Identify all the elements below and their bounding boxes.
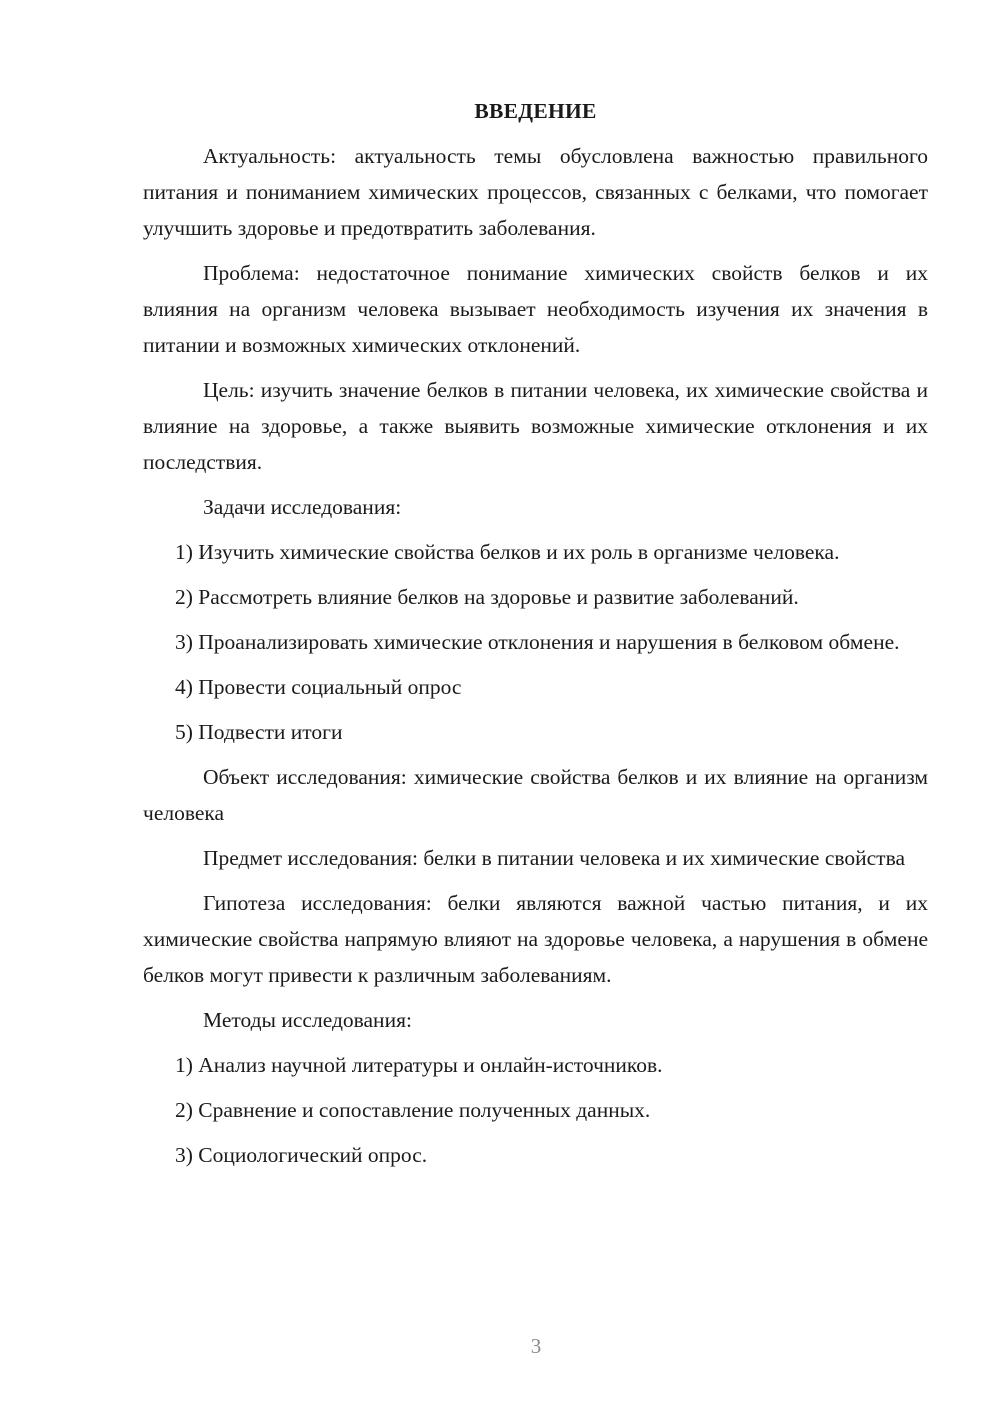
method-item: 2) Сравнение и сопоставление полученных данных. [175, 1098, 651, 1122]
task-item: 1) Изучить химические свойства белков и их роль в организме человека. [175, 540, 840, 564]
method-item: 1) Анализ научной литературы и онлайн-источников. [175, 1053, 663, 1077]
page-number: 3 [530, 1334, 542, 1358]
methods-title: Методы исследования: [203, 1008, 412, 1032]
subject-paragraph: Предмет исследования: белки в питании человека и их химические свойства [203, 846, 905, 870]
task-item: 3) Проанализировать химические отклонения и нарушения в белковом обмене. [175, 630, 900, 654]
page-heading: ВВЕДЕНИЕ [474, 99, 597, 123]
method-item: 3) Социологический опрос. [175, 1143, 428, 1167]
problem-paragraph: Проблема: недостаточное понимание химических свойств белков и их влияния на организм человека вызывает необходимость изучения их значения в питании и возможных химических отклонений. [143, 261, 928, 357]
relevance-paragraph: Актуальность: актуальность темы обусловлена важностью правильного питания и пониманием химических процессов, связанных с белками, что помогает улучшить здоровье и предотвратить заболевания. [143, 144, 928, 240]
object-paragraph: Объект исследования: химические свойства белков и их влияние на организм человека [143, 765, 928, 825]
page-content [143, 96, 928, 1182]
tasks-title: Задачи исследования: [203, 495, 402, 519]
task-item: 5) Подвести итоги [175, 720, 343, 744]
task-item: 4) Провести социальный опрос [175, 675, 462, 699]
hypothesis-paragraph: Гипотеза исследования: белки являются важной частью питания, и их химические свойства напрямую влияют на здоровье человека, а нарушения в обмене белков могут привести к различным заболеваниям. [143, 891, 928, 987]
task-item: 2) Рассмотреть влияние белков на здоровье и развитие заболеваний. [175, 585, 799, 609]
goal-paragraph: Цель: изучить значение белков в питании человека, их химические свойства и влияние на здоровье, а также выявить возможные химические отклонения и их последствия. [143, 378, 928, 474]
